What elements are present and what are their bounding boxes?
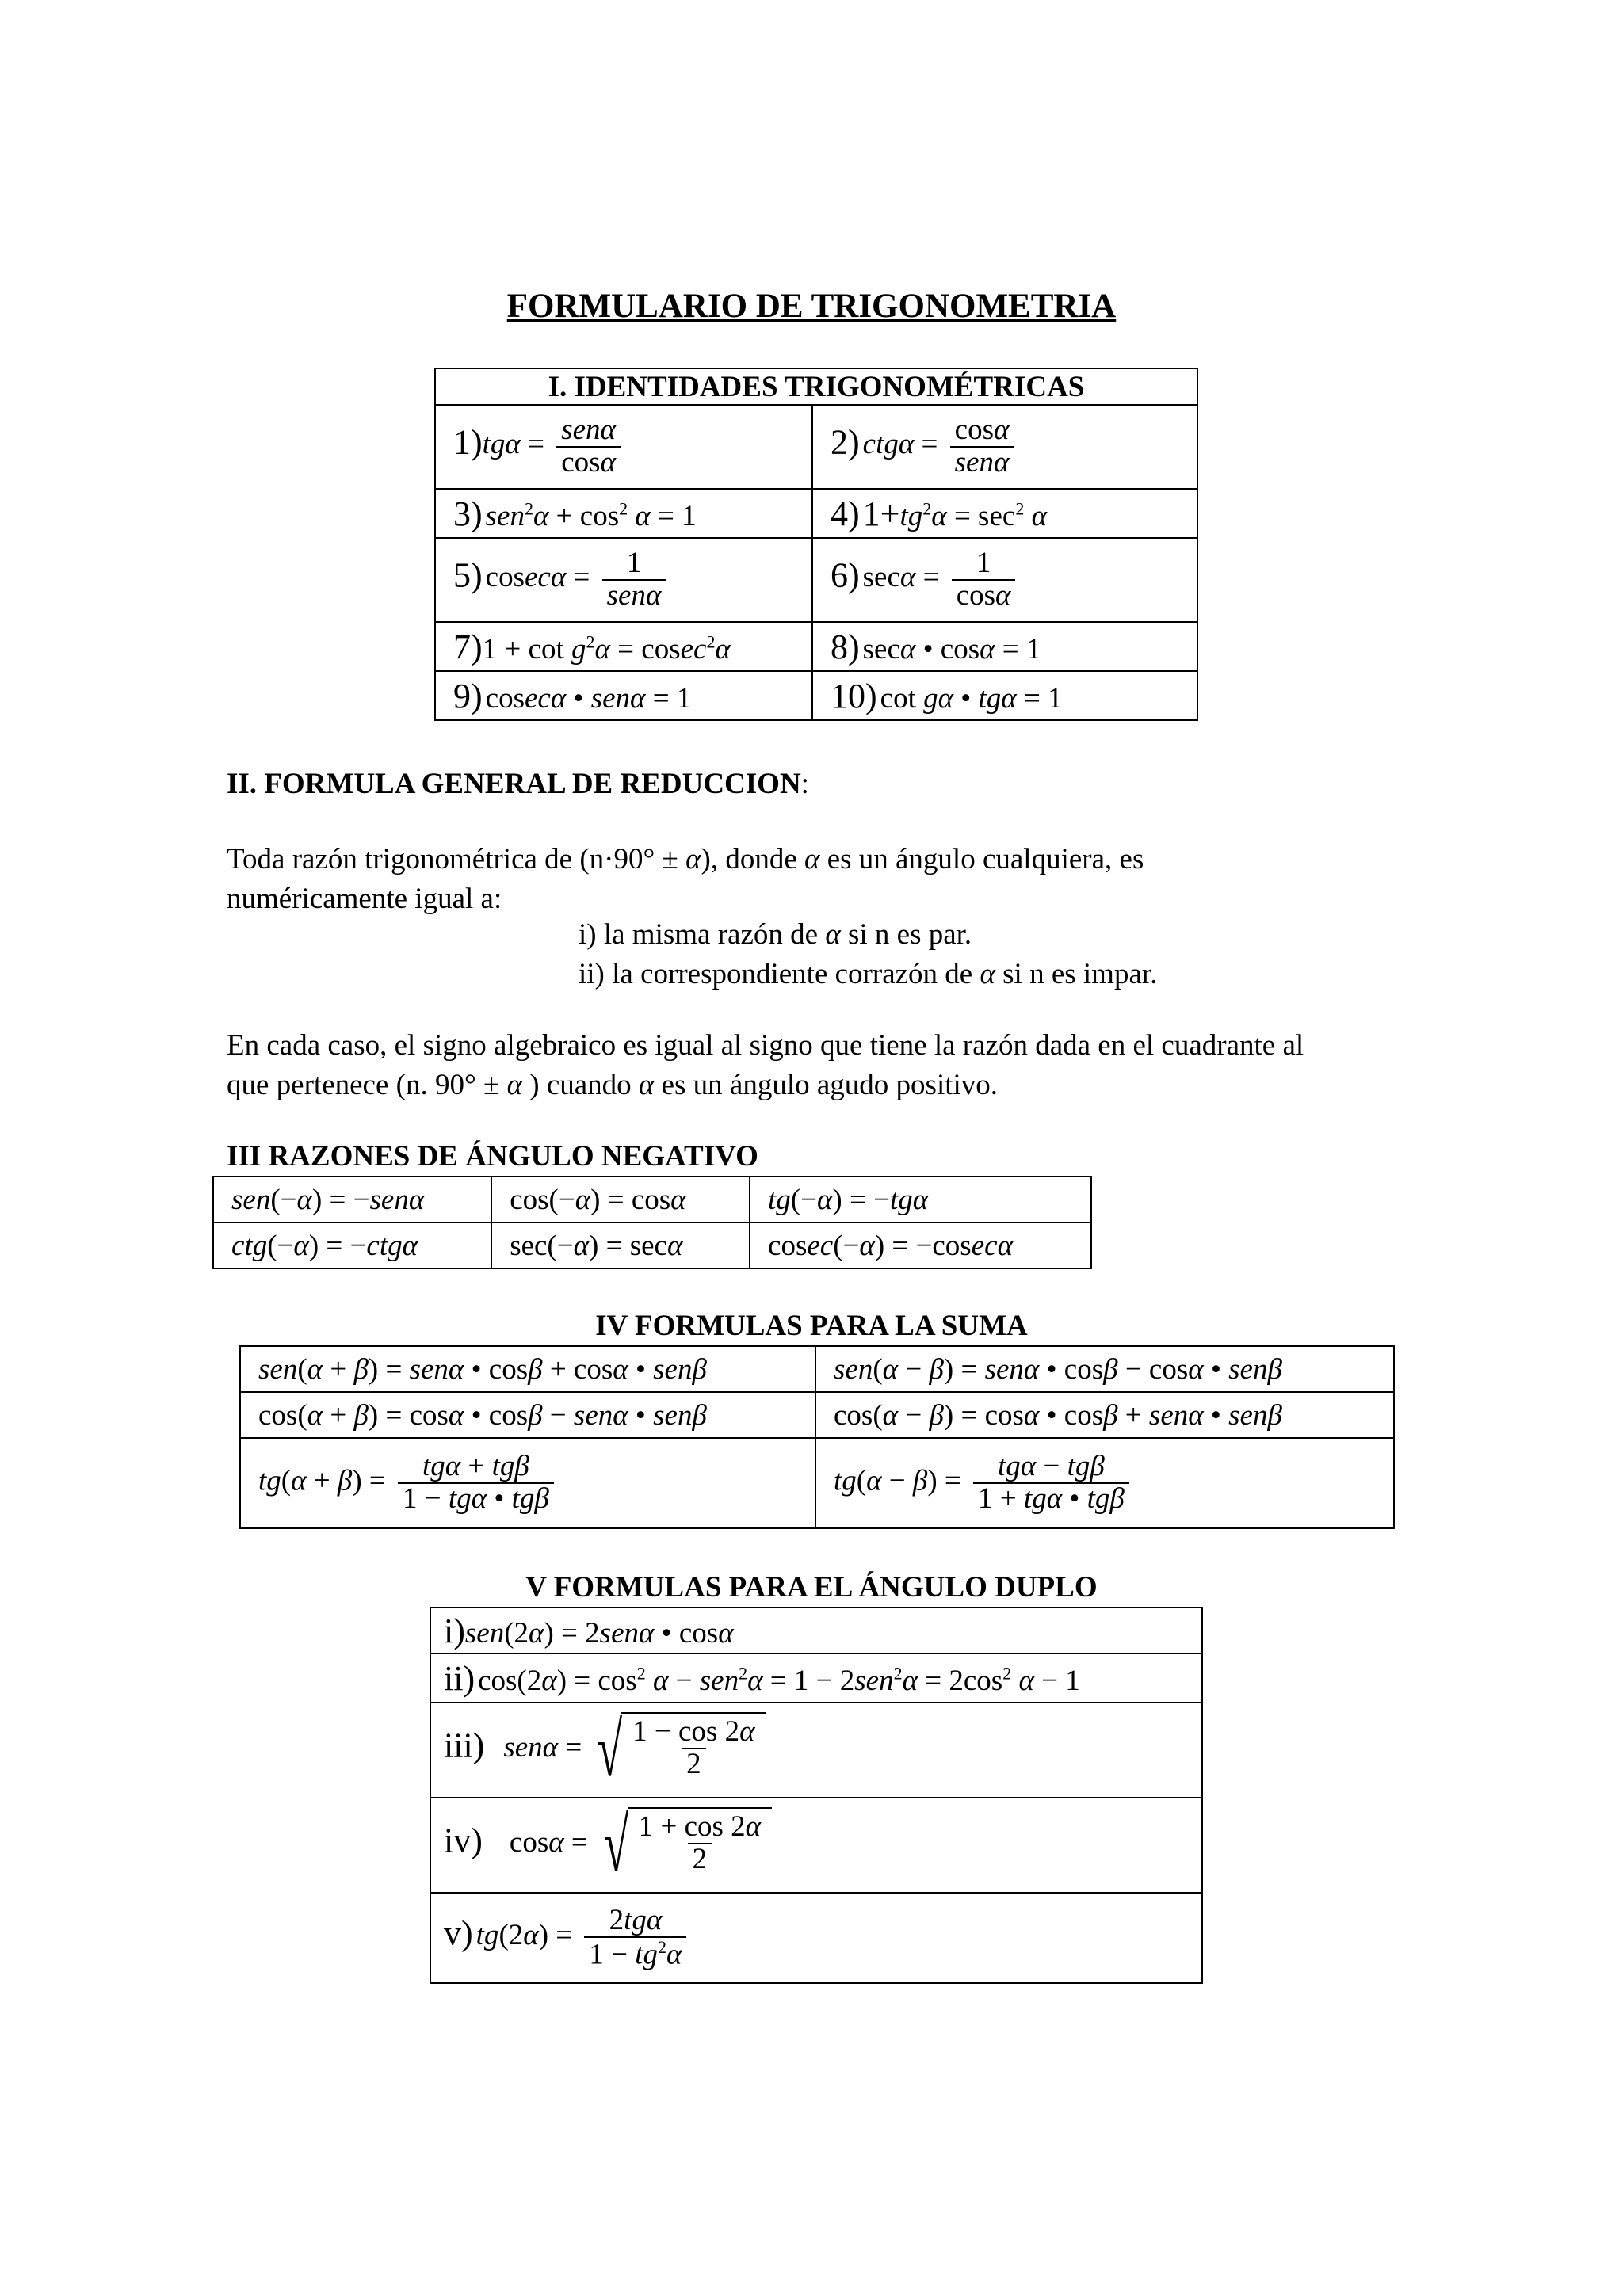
sum-tg-plus: tg(α + β) = $\frac{\text{tgα + tgβ}}{\text{1 − tgα • tgβ}}$	[240, 1438, 815, 1528]
sum-sen-plus: sen(α + β) = senα • cosβ + cosα • senβ	[240, 1346, 815, 1392]
double-angle-table	[430, 1607, 1203, 1984]
identity-2: 2) ctgα = $\frac{\cos\alpha}{\text{senα}}$	[812, 405, 1197, 489]
reduction-heading: II. FORMULA GENERAL DE REDUCCION:	[227, 768, 809, 800]
double-angle-heading: V FORMULAS PARA EL ÁNGULO DUPLO	[525, 1571, 1098, 1604]
negative-angle-heading: III RAZONES DE ÁNGULO NEGATIVO	[227, 1140, 758, 1173]
identity-6: 6) secα = $\frac{1}{\cos\alpha}$	[812, 538, 1197, 622]
double-4: iv) cosα = √ $\frac{1 + \cos 2\alpha}{2}$	[430, 1798, 1202, 1893]
reduction-cases	[579, 915, 1157, 994]
sum-tg-minus: tg(α − β) = $\frac{\text{tgα − tgβ}}{\text{1 + tgα • tgβ}}$	[815, 1438, 1394, 1528]
double-1: i)sen(2α) = 2senα • cosα	[430, 1608, 1202, 1653]
identity-3: 3) $sen^2\alpha + \cos^2 \alpha = 1$	[435, 489, 812, 538]
identities-header: I. IDENTIDADES TRIGONOMÉTRICAS	[435, 368, 1197, 405]
neg-tg: tg(−α) = −tgα	[750, 1177, 1091, 1222]
identity-8: 8) secα • cosα = 1	[812, 622, 1197, 671]
page-title: FORMULARIO DE TRIGONOMETRIA	[506, 288, 1117, 325]
sum-table	[239, 1345, 1395, 1529]
double-3: iii) senα = √ $\frac{1 - \cos 2\alpha}{2}$	[430, 1703, 1202, 1798]
double-2: ii) $\cos(2\alpha) = \cos^2 \alpha - sen^2\alpha = 1 - 2sen^2\alpha = 2\cos^2$ α − 1	[430, 1653, 1202, 1703]
sum-cos-minus: cos(α − β) = cosα • cosβ + senα • senβ	[815, 1392, 1394, 1438]
sum-sen-minus: sen(α − β) = senα • cosβ − cosα • senβ	[815, 1346, 1394, 1392]
reduction-paragraph-1: Toda razón trigonométrica de (n·90° ± α), donde α es un ángulo cualquiera, es numéricamente igual a:	[227, 843, 1144, 915]
identity-5: 5) cosecα = $\frac{1}{\text{senα}}$	[435, 538, 812, 622]
neg-cosec: cosec(−α) = −cosecα	[750, 1222, 1091, 1268]
identities-table	[434, 368, 1198, 721]
negative-angle-table	[212, 1176, 1092, 1269]
sum-cos-plus: cos(α + β) = cosα • cosβ − senα • senβ	[240, 1392, 815, 1438]
neg-ctg: ctg(−α) = −ctgα	[213, 1222, 491, 1268]
double-5: v) tg(2α) = $\frac{\text{2tgα}}{1 - tg^2\alpha}$	[430, 1893, 1202, 1983]
identity-9: 9) cosecα • senα = 1	[435, 671, 812, 720]
reduction-case-1: i) la misma razón de α si n es par.	[579, 918, 972, 951]
identity-7: $7)1 + \cot g^2\alpha = cosec^2\alpha$	[435, 622, 812, 671]
identity-1: 1)tgα = $\frac{\text{senα}}{\cos\alpha}$	[435, 405, 812, 489]
sum-heading: IV FORMULAS PARA LA SUMA	[595, 1310, 1028, 1342]
identity-4: 4) $1+tg^2\alpha = \sec^2 \alpha$	[812, 489, 1197, 538]
identity-10: 10) cot gα • tgα = 1	[812, 671, 1197, 720]
neg-sec: sec(−α) = secα	[491, 1222, 750, 1268]
reduction-paragraph-2: En cada caso, el signo algebraico es igual al signo que tiene la razón dada en el cuadrante al que pertenece (n. 90° ± α ) cuando α es un ángulo agudo positivo.	[227, 1029, 1304, 1101]
neg-cos: cos(−α) = cosα	[491, 1177, 750, 1222]
reduction-case-2: ii) la correspondiente corrazón de α si n es impar.	[579, 958, 1158, 990]
neg-sen: sen(−α) = −senα	[213, 1177, 491, 1222]
